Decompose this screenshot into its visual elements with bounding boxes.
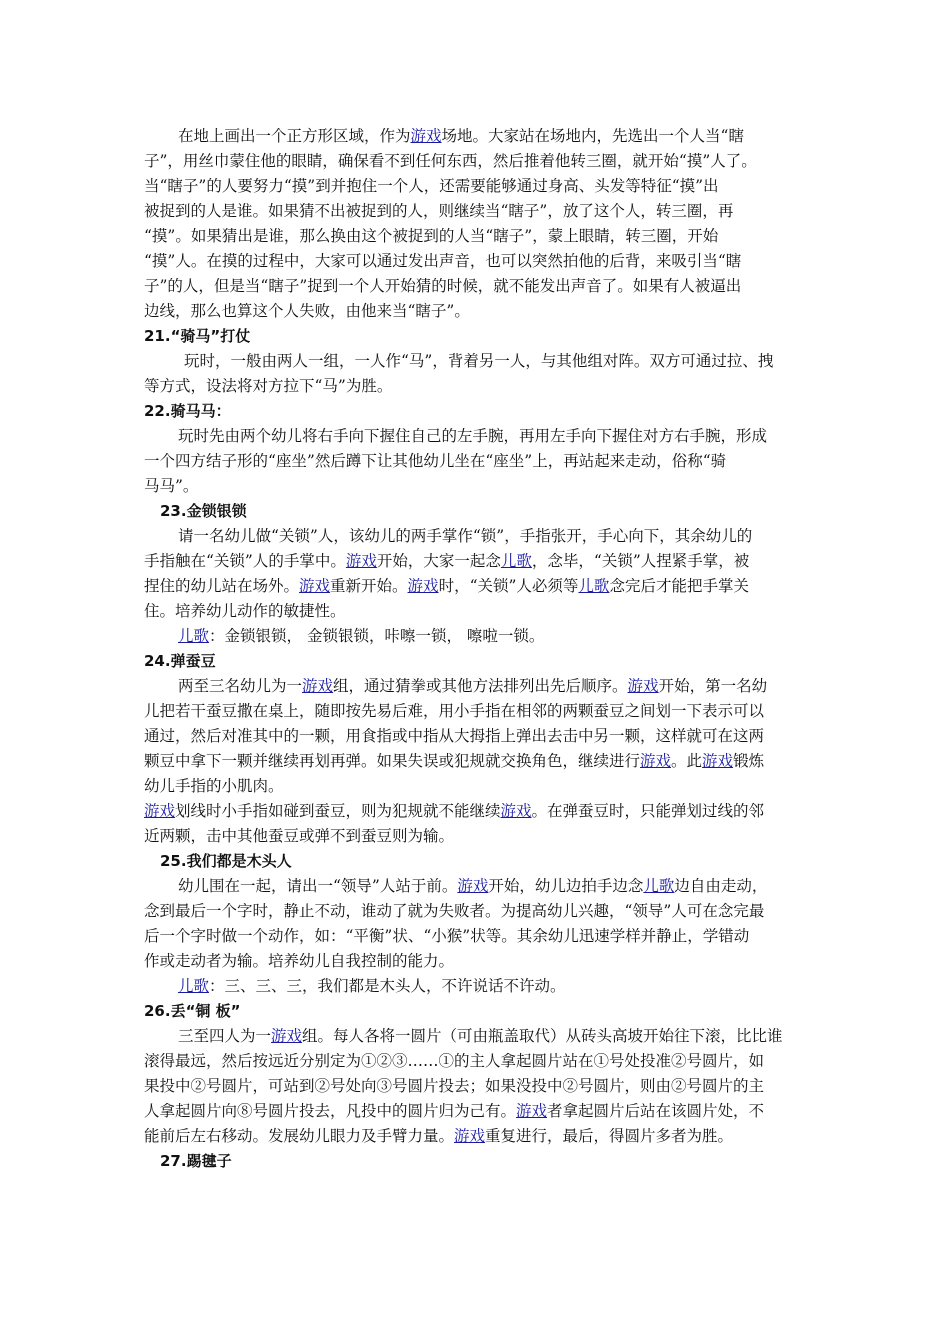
text-run: 手指触在“关锁”人的手掌中。 (144, 552, 346, 570)
text-line (144, 176, 719, 196)
text-line (144, 801, 764, 821)
text-run: 住。培养幼儿动作的敏捷性。 (144, 602, 346, 620)
section-heading: 26.丢“铜 板” (144, 1002, 241, 1020)
text-run: 时，“关锁”人必须等 (438, 577, 579, 595)
text-run: 幼儿手指的小肌肉。 (144, 777, 284, 795)
text-line (144, 951, 454, 971)
section-heading: 25.我们都是木头人 (160, 852, 292, 870)
text-run: ：金锁银锁， 金锁银锁，咔嚓一锁， 嚓啦一锁。 (209, 627, 545, 645)
keyword-link[interactable]: 游戏 (407, 577, 439, 595)
keyword-link[interactable]: 游戏 (144, 802, 176, 820)
text-run: 近两颗，击中其他蚕豆或弹不到蚕豆则为输。 (144, 827, 455, 845)
text-run: 滚得最远，然后按远近分别定为①②③……①的主人拿起圆片站在①号处投准②号圆片，如 (144, 1052, 765, 1070)
text-line (144, 1126, 733, 1146)
text-run: 开始，大家一起念 (376, 552, 501, 570)
text-line (184, 351, 773, 371)
text-run: 边自由走动， (674, 877, 768, 895)
text-run: ：三、三、三，我们都是木头人，不许说话不许动。 (209, 977, 566, 995)
text-run: 。在弹蚕豆时，只能弹划过线的邻 (531, 802, 765, 820)
section-heading: 23.金锁银锁 (160, 502, 247, 520)
text-run: 组。每人各将一圆片（可由瓶盖取代）从砖头高坡开始往下滚，比比谁 (302, 1027, 783, 1045)
text-run: 后一个字时做一个动作，如：“平衡”状、“小猴”状等。其余幼儿迅速学样并静止，学错动 (144, 927, 750, 945)
text-run: 果投中②号圆片，可站到②号处向③号圆片投去；如果没投中②号圆片，则由②号圆片的主 (144, 1077, 765, 1095)
text-run: 重复进行，最后，得圆片多者为胜。 (485, 1127, 734, 1145)
text-run: 念完后才能把手掌关 (609, 577, 749, 595)
text-run: 重新开始。 (330, 577, 408, 595)
text-run: 锻炼 (733, 752, 765, 770)
text-run: 玩时，一般由两人一组，一人作“马”，背着另一人，与其他组对阵。双方可通过拉、拽 (184, 352, 774, 370)
section-heading: 27.踢毽子 (160, 1152, 232, 1170)
text-line (144, 1051, 764, 1071)
text-run: 通过，然后对准其中的一颗，用食指或中指从大拇指上弹出去击中另一颗，这样就可在这两 (144, 727, 765, 745)
text-line (144, 751, 764, 771)
section-heading: 21.“骑马”打仗 (144, 327, 251, 345)
text-run: “摸”人。在摸的过程中，大家可以通过发出声音，也可以突然拍他的后背，来吸引当“瞎 (144, 252, 742, 270)
text-run: ，念毕，“关锁”人捏紧手掌，被 (531, 552, 750, 570)
text-run: 念到最后一个字时，静止不动，谁动了就为失败者。为提高幼儿兴趣，“领导”人可在念完最 (144, 902, 765, 920)
keyword-link[interactable]: 游戏 (345, 552, 377, 570)
text-run: 场地。大家站在场地内，先选出一个人当“瞎 (441, 127, 744, 145)
text-line (144, 826, 454, 846)
text-run: 等方式，设法将对方拉下“马”为胜。 (144, 377, 393, 395)
text-line (144, 776, 284, 796)
text-run: 幼儿围在一起，请出一“领导”人站于前。 (178, 877, 458, 895)
text-run: 在地上画出一个正方形区域，作为 (178, 127, 411, 145)
text-line (178, 676, 767, 696)
text-run: 边线，那么也算这个人失败，由他来当“瞎子”。 (144, 302, 470, 320)
text-run: 玩时先由两个幼儿将右手向下握住自己的左手腕，再用左手向下握住对方右手腕，形成 (178, 427, 768, 445)
text-line (144, 201, 733, 221)
text-run: 。此 (671, 752, 703, 770)
text-line (144, 926, 749, 946)
text-line (144, 301, 470, 321)
text-line (144, 701, 764, 721)
text-run: 当“瞎子”的人要努力“摸”到并抱住一个人，还需要能够通过身高、头发等特征“摸”出 (144, 177, 719, 195)
text-line (144, 601, 346, 621)
keyword-link[interactable]: 游戏 (302, 677, 334, 695)
keyword-link[interactable]: 游戏 (299, 577, 331, 595)
keyword-link[interactable]: 游戏 (410, 127, 442, 145)
text-line (144, 576, 749, 596)
text-run: 颗豆中拿下一颗并继续再划再弹。如果失误或犯规就交换角色，继续进行 (144, 752, 641, 770)
text-line (144, 376, 392, 396)
keyword-link[interactable]: 游戏 (271, 1027, 303, 1045)
keyword-link[interactable]: 儿歌 (178, 627, 210, 645)
keyword-link[interactable]: 儿歌 (178, 977, 210, 995)
text-run: 划线时小手指如碰到蚕豆，则为犯规就不能继续 (175, 802, 501, 820)
text-run: 人拿起圆片向⑧号圆片投去，凡投中的圆片归为己有。 (144, 1102, 517, 1120)
keyword-link[interactable]: 儿歌 (643, 877, 675, 895)
text-run: 三至四人为一 (178, 1027, 272, 1045)
text-line (178, 426, 767, 446)
keyword-link[interactable]: 游戏 (457, 877, 489, 895)
text-run: “摸”。如果猜出是谁，那么换由这个被捉到的人当“瞎子”，蒙上眼睛，转三圈，开始 (144, 227, 719, 245)
keyword-link[interactable]: 游戏 (640, 752, 672, 770)
text-run: 被捉到的人是谁。如果猜不出被捉到的人，则继续当“瞎子”，放了这个人，转三圈，再 (144, 202, 734, 220)
text-run: 开始，第一名幼 (658, 677, 768, 695)
text-run: 捏住的幼儿站在场外。 (144, 577, 300, 595)
text-run: 一个四方结子形的“座坐”然后蹲下让其他幼儿坐在“座坐”上，再站起来走动，俗称“骑 (144, 452, 727, 470)
text-run: 儿把若干蚕豆撒在桌上，随即按先易后难，用小手指在相邻的两颗蚕豆之间划一下表示可以 (144, 702, 765, 720)
section-heading: 24.弹蚕豆 (144, 652, 216, 670)
nursery-rhyme-line (178, 976, 566, 996)
keyword-link[interactable]: 游戏 (702, 752, 734, 770)
text-line (144, 251, 741, 271)
text-run: 者拿起圆片后站在该圆片处，不 (547, 1102, 765, 1120)
text-run: 子”，用丝巾蒙住他的眼睛，确保看不到任何东西，然后推着他转三圈，就开始“摸”人了。 (144, 152, 757, 170)
keyword-link[interactable]: 游戏 (454, 1127, 486, 1145)
text-run: 能前后左右移动。发展幼儿眼力及手臂力量。 (144, 1127, 455, 1145)
text-run: 开始，幼儿边拍手边念 (488, 877, 644, 895)
text-line (144, 151, 757, 171)
text-line (144, 226, 718, 246)
text-run: 作或走动者为输。培养幼儿自我控制的能力。 (144, 952, 455, 970)
text-run: 子”的人，但是当“瞎子”捉到一个人开始猜的时候，就不能发出声音了。如果有人被逼出 (144, 277, 742, 295)
text-line (144, 1101, 764, 1121)
text-run: 两至三名幼儿为一 (178, 677, 303, 695)
keyword-link[interactable]: 游戏 (500, 802, 532, 820)
text-line (144, 726, 764, 746)
text-line (144, 551, 749, 571)
keyword-link[interactable]: 儿歌 (500, 552, 532, 570)
text-line (144, 451, 726, 471)
section-heading: 22.骑马马： (144, 402, 231, 420)
keyword-link[interactable]: 游戏 (627, 677, 659, 695)
text-line (144, 276, 741, 296)
text-line (178, 126, 744, 146)
nursery-rhyme-line (178, 626, 544, 646)
text-line (178, 526, 752, 546)
text-line (178, 876, 767, 896)
text-line (178, 1026, 783, 1046)
text-run: 马马”。 (144, 477, 199, 495)
text-line (144, 476, 198, 496)
keyword-link[interactable]: 游戏 (516, 1102, 548, 1120)
text-run: 请一名幼儿做“关锁”人，该幼儿的两手掌作“锁”，手指张开，手心向下，其余幼儿的 (178, 527, 753, 545)
text-run: 组，通过猜拳或其他方法排列出先后顺序。 (333, 677, 628, 695)
text-line (144, 901, 764, 921)
keyword-link[interactable]: 儿歌 (578, 577, 610, 595)
text-line (144, 1076, 764, 1096)
